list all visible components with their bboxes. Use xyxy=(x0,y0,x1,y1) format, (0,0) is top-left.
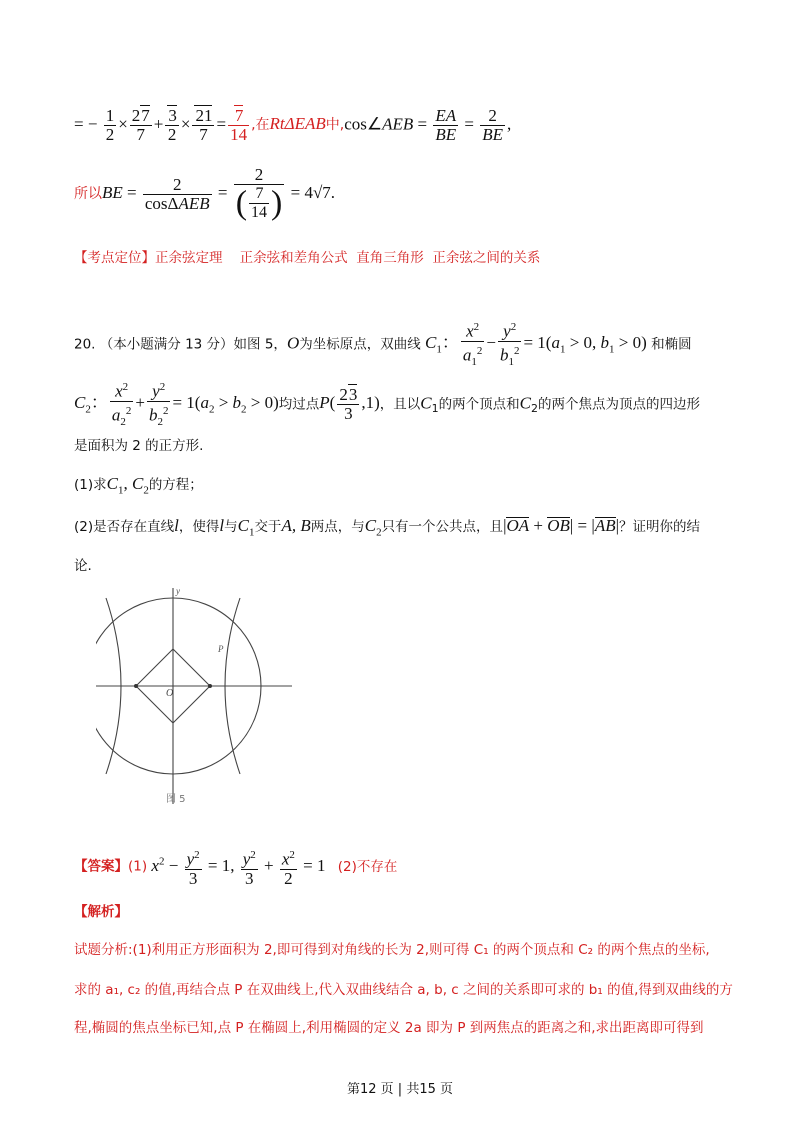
svg-text:图 5: 图 5 xyxy=(166,794,186,805)
answer-line: 【答案】(1) $x^2$ − $\frac{y^2}{3}$ = 1, $\frac{y^2}{3}$ + $\frac{x^2}{2}$ = 1 (2)不存在 xyxy=(74,846,397,888)
analysis-line-3: 程,椭圆的焦点坐标已知,点 P 在椭圆上,利用椭圆的定义 2a 即为 P 到两焦点的距离之和,求出距离即可得到 xyxy=(74,1020,704,1036)
analysis-line-1: 试题分析:(1)利用正方形面积为 2,即可得到对角线的长为 2,则可得 C₁ 的两个顶点和 C₂ 的两个焦点的坐标, xyxy=(74,942,710,958)
svg-text:y: y xyxy=(176,586,180,596)
question-2: (2)是否存在直线l，使得l与$C_1$交于A, B两点，与$C_2$只有一个公共点，且|OA + OB| = |AB|？证明你的结 xyxy=(74,516,700,539)
svg-text:P: P xyxy=(218,644,224,654)
svg-text:O: O xyxy=(166,688,174,699)
problem-20-line-2: $C_2$： $\frac{x^2}{a_2^2}$ + $\frac{y^2}{b_2^2}$ = $1(a_2 > b_2 > 0)$均过点P( $\frac{23}{3}$ ,1)，且以$C_1$的两个顶点和$C_2$的两个焦点为顶点的四边形 xyxy=(74,378,700,431)
question-2-cont: 论. xyxy=(74,558,92,574)
formula-line-2: 所以BE = $\frac{2}{\text{cosΔAEB}}$ = 2 ( $\frac{7}{14}$ ) = 4√7. xyxy=(74,165,336,222)
problem-20-line-1: 20. （本小题满分 13 分）如图 5，O为坐标原点，双曲线 $C_1$： $\frac{x^2}{a_1^2}$ − $\frac{y^2}{b_1^2}$ = $1(a_1 > 0$, $b_1 > 0$) 和椭圆 xyxy=(74,318,692,371)
formula-line-1: = − $\frac{1}{2}$ × $\frac{27}{7}$ + $\frac{3}{2}$ × $\frac{21}{7}$ = $\frac{7}{14}$ ,在RtΔEAB中,cos∠AEB = $\frac{EA}{BE}$ = $\frac{2}{BE}$ , xyxy=(74,106,512,144)
question-1: (1)求$C_1$, $C_2$的方程； xyxy=(74,474,203,497)
kaodian-section xyxy=(74,248,540,268)
kaodian-items: 正余弦定理 正余弦和差角公式 直角三角形 正余弦之间的关系 xyxy=(155,250,541,266)
kaodian-label: 【考点定位】 xyxy=(74,250,155,266)
analysis-label: 【解析】 xyxy=(74,904,128,920)
page-footer: 第12 页 | 共15 页 xyxy=(347,1082,453,1097)
analysis-line-2: 求的 a₁, c₂ 的值,再结合点 P 在双曲线上,代入双曲线结合 a, b, c 之间的关系即可求的 b₁ 的值,得到双曲线的方 xyxy=(74,982,733,998)
problem-20-line-3: 是面积为 2 的正方形. xyxy=(74,438,204,454)
figure-5 xyxy=(96,578,296,808)
